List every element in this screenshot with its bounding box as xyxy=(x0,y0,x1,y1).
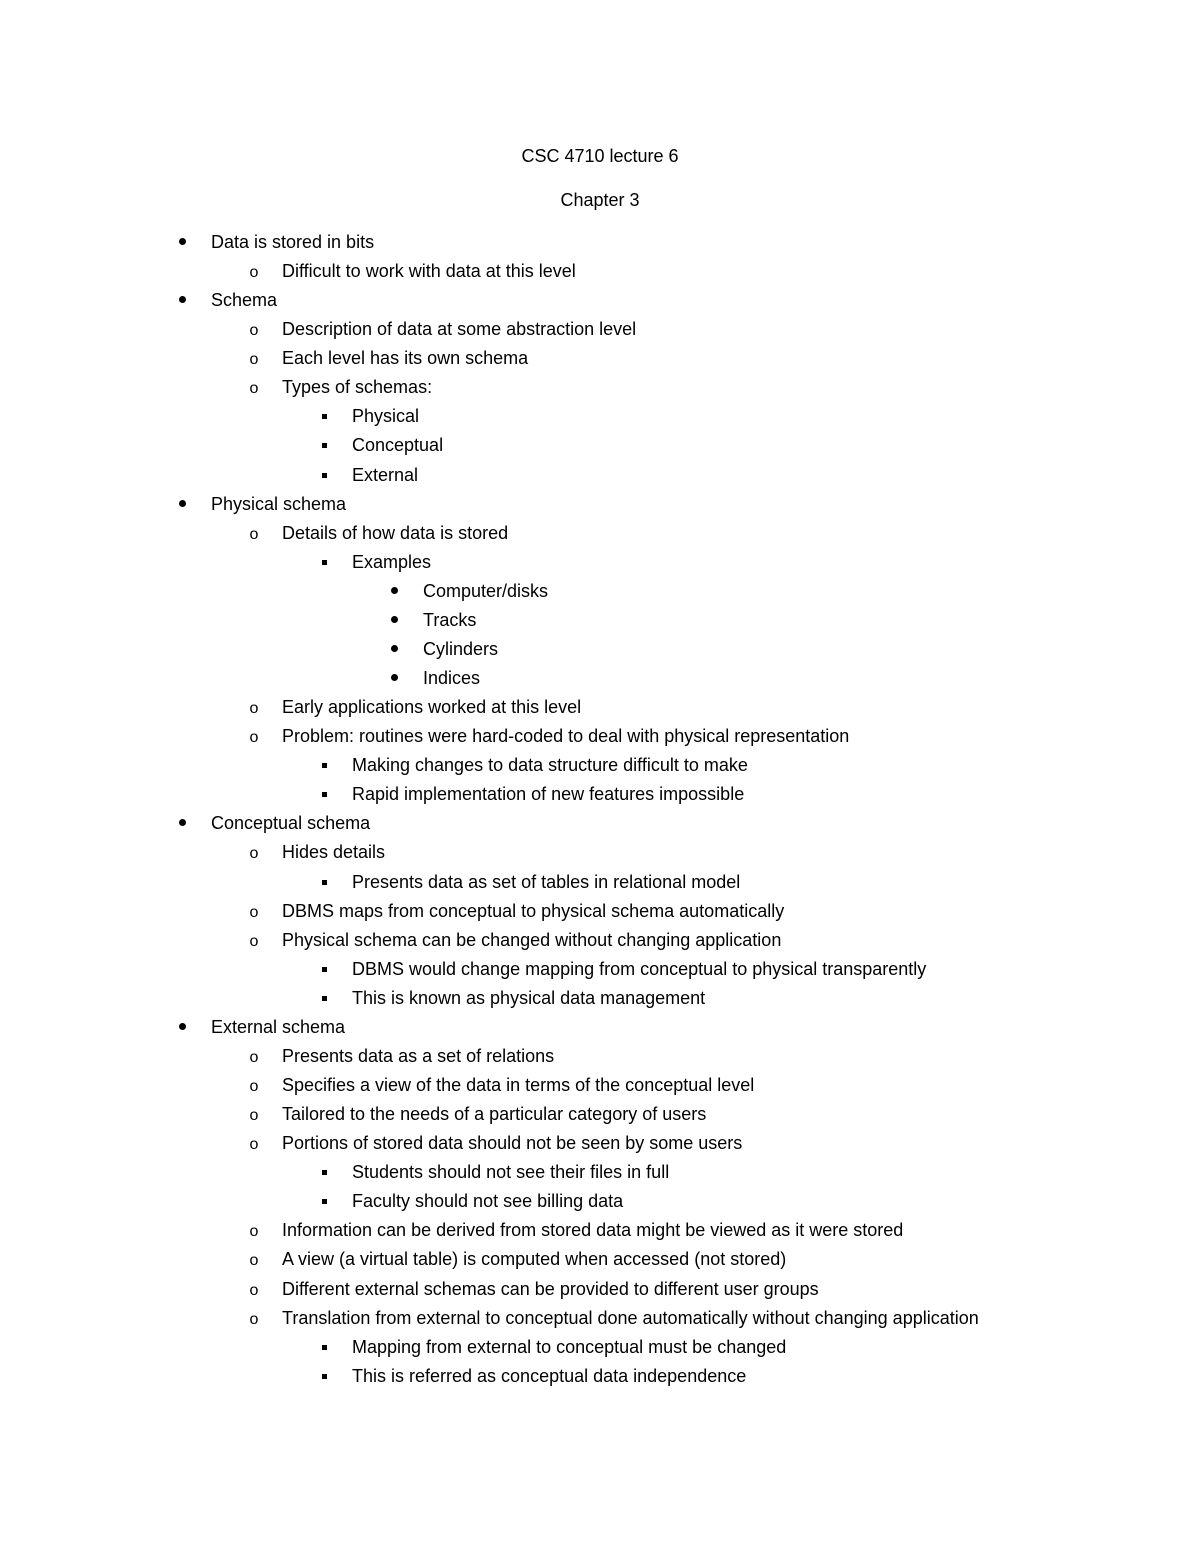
outline-item-text: Computer/disks xyxy=(423,581,549,601)
hollow-bullet-icon: o xyxy=(249,1223,259,1240)
outline-item-text: Each level has its own schema xyxy=(282,348,529,368)
bullet-icon xyxy=(385,606,405,635)
square-bullet-icon xyxy=(314,1362,334,1391)
outline-item-text: Physical schema can be changed without changing application xyxy=(282,930,782,950)
outline-item-text: Translation from external to conceptual done automatically without changing application xyxy=(282,1308,979,1328)
square-bullet-icon xyxy=(314,984,334,1013)
outline-item-text: This is known as physical data management xyxy=(352,988,706,1008)
outline-item-text: External schema xyxy=(211,1017,346,1037)
hollow-bullet-icon: o xyxy=(249,1252,259,1269)
hollow-bullet-icon: o xyxy=(249,1136,259,1153)
hollow-bullet-icon: o xyxy=(249,933,259,950)
outline-item-text: DBMS maps from conceptual to physical schema automatically xyxy=(282,901,785,921)
hollow-bullet-icon: o xyxy=(249,1049,259,1066)
hollow-bullet-icon: o xyxy=(249,700,259,717)
outline-item-text: Physical schema xyxy=(211,494,347,514)
outline-item-text: Types of schemas: xyxy=(282,377,433,397)
outline-item-text: Problem: routines were hard-coded to deal with physical representation xyxy=(282,726,850,746)
hollow-bullet-icon: o xyxy=(249,264,259,281)
outline-item-text: Rapid implementation of new features impossible xyxy=(352,784,745,804)
bullet-icon xyxy=(173,228,193,257)
outline-item-text: Indices xyxy=(423,668,481,688)
outline-item-text: Conceptual schema xyxy=(211,813,371,833)
hollow-bullet-icon: o xyxy=(249,322,259,339)
hollow-bullet-icon: o xyxy=(249,904,259,921)
hollow-bullet-icon: o xyxy=(249,526,259,543)
document-title: CSC 4710 lecture 6 xyxy=(521,146,679,166)
square-bullet-icon xyxy=(314,1333,334,1362)
outline-item-text: Tracks xyxy=(423,610,477,630)
outline-item-text: Faculty should not see billing data xyxy=(352,1191,624,1211)
bullet-icon xyxy=(173,809,193,838)
outline-item-text: Presents data as set of tables in relational model xyxy=(352,872,741,892)
bullet-icon xyxy=(385,664,405,693)
square-bullet-icon xyxy=(314,548,334,577)
outline-item-text: Presents data as a set of relations xyxy=(282,1046,555,1066)
outline-item-text: Data is stored in bits xyxy=(211,232,375,252)
outline-item-text: Specifies a view of the data in terms of the conceptual level xyxy=(282,1075,755,1095)
outline-item-text: Information can be derived from stored data might be viewed as it were stored xyxy=(282,1220,904,1240)
outline-item-text: Schema xyxy=(211,290,278,310)
outline-item-text: Details of how data is stored xyxy=(282,523,509,543)
outline-item-text: A view (a virtual table) is computed when accessed (not stored) xyxy=(282,1249,787,1269)
square-bullet-icon xyxy=(314,780,334,809)
outline-item-text: Examples xyxy=(352,552,432,572)
hollow-bullet-icon: o xyxy=(249,1078,259,1095)
document-subtitle: Chapter 3 xyxy=(560,190,640,210)
outline-item-text: Tailored to the needs of a particular category of users xyxy=(282,1104,707,1124)
hollow-bullet-icon: o xyxy=(249,351,259,368)
outline-item-text: Cylinders xyxy=(423,639,499,659)
square-bullet-icon xyxy=(314,431,334,460)
bullet-icon xyxy=(173,490,193,519)
square-bullet-icon xyxy=(314,402,334,431)
square-bullet-icon xyxy=(314,868,334,897)
outline-item-text: This is referred as conceptual data independence xyxy=(352,1366,747,1386)
square-bullet-icon xyxy=(314,751,334,780)
outline-item-text: Different external schemas can be provided to different user groups xyxy=(282,1279,819,1299)
outline-item-text: Mapping from external to conceptual must be changed xyxy=(352,1337,787,1357)
outline-item-text: Physical xyxy=(352,406,420,426)
square-bullet-icon xyxy=(314,1187,334,1216)
square-bullet-icon xyxy=(314,955,334,984)
hollow-bullet-icon: o xyxy=(249,845,259,862)
bullet-icon xyxy=(385,577,405,606)
outline-item-text: Description of data at some abstraction level xyxy=(282,319,637,339)
bullet-icon xyxy=(173,1013,193,1042)
square-bullet-icon xyxy=(314,461,334,490)
hollow-bullet-icon: o xyxy=(249,1282,259,1299)
outline-item-text: Difficult to work with data at this level xyxy=(282,261,576,281)
hollow-bullet-icon: o xyxy=(249,1107,259,1124)
outline-item-text: Making changes to data structure difficult to make xyxy=(352,755,748,775)
outline-item-text: Conceptual xyxy=(352,435,444,455)
outline-item-text: Early applications worked at this level xyxy=(282,697,582,717)
outline-item-text: External xyxy=(352,465,419,485)
hollow-bullet-icon: o xyxy=(249,1311,259,1328)
outline-item-text: Students should not see their files in full xyxy=(352,1162,670,1182)
hollow-bullet-icon: o xyxy=(249,380,259,397)
outline-item-text: Portions of stored data should not be seen by some users xyxy=(282,1133,743,1153)
bullet-icon xyxy=(385,635,405,664)
outline-item-text: DBMS would change mapping from conceptual to physical transparently xyxy=(352,959,927,979)
outline-item-text: Hides details xyxy=(282,842,386,862)
bullet-icon xyxy=(173,286,193,315)
square-bullet-icon xyxy=(314,1158,334,1187)
hollow-bullet-icon: o xyxy=(249,729,259,746)
